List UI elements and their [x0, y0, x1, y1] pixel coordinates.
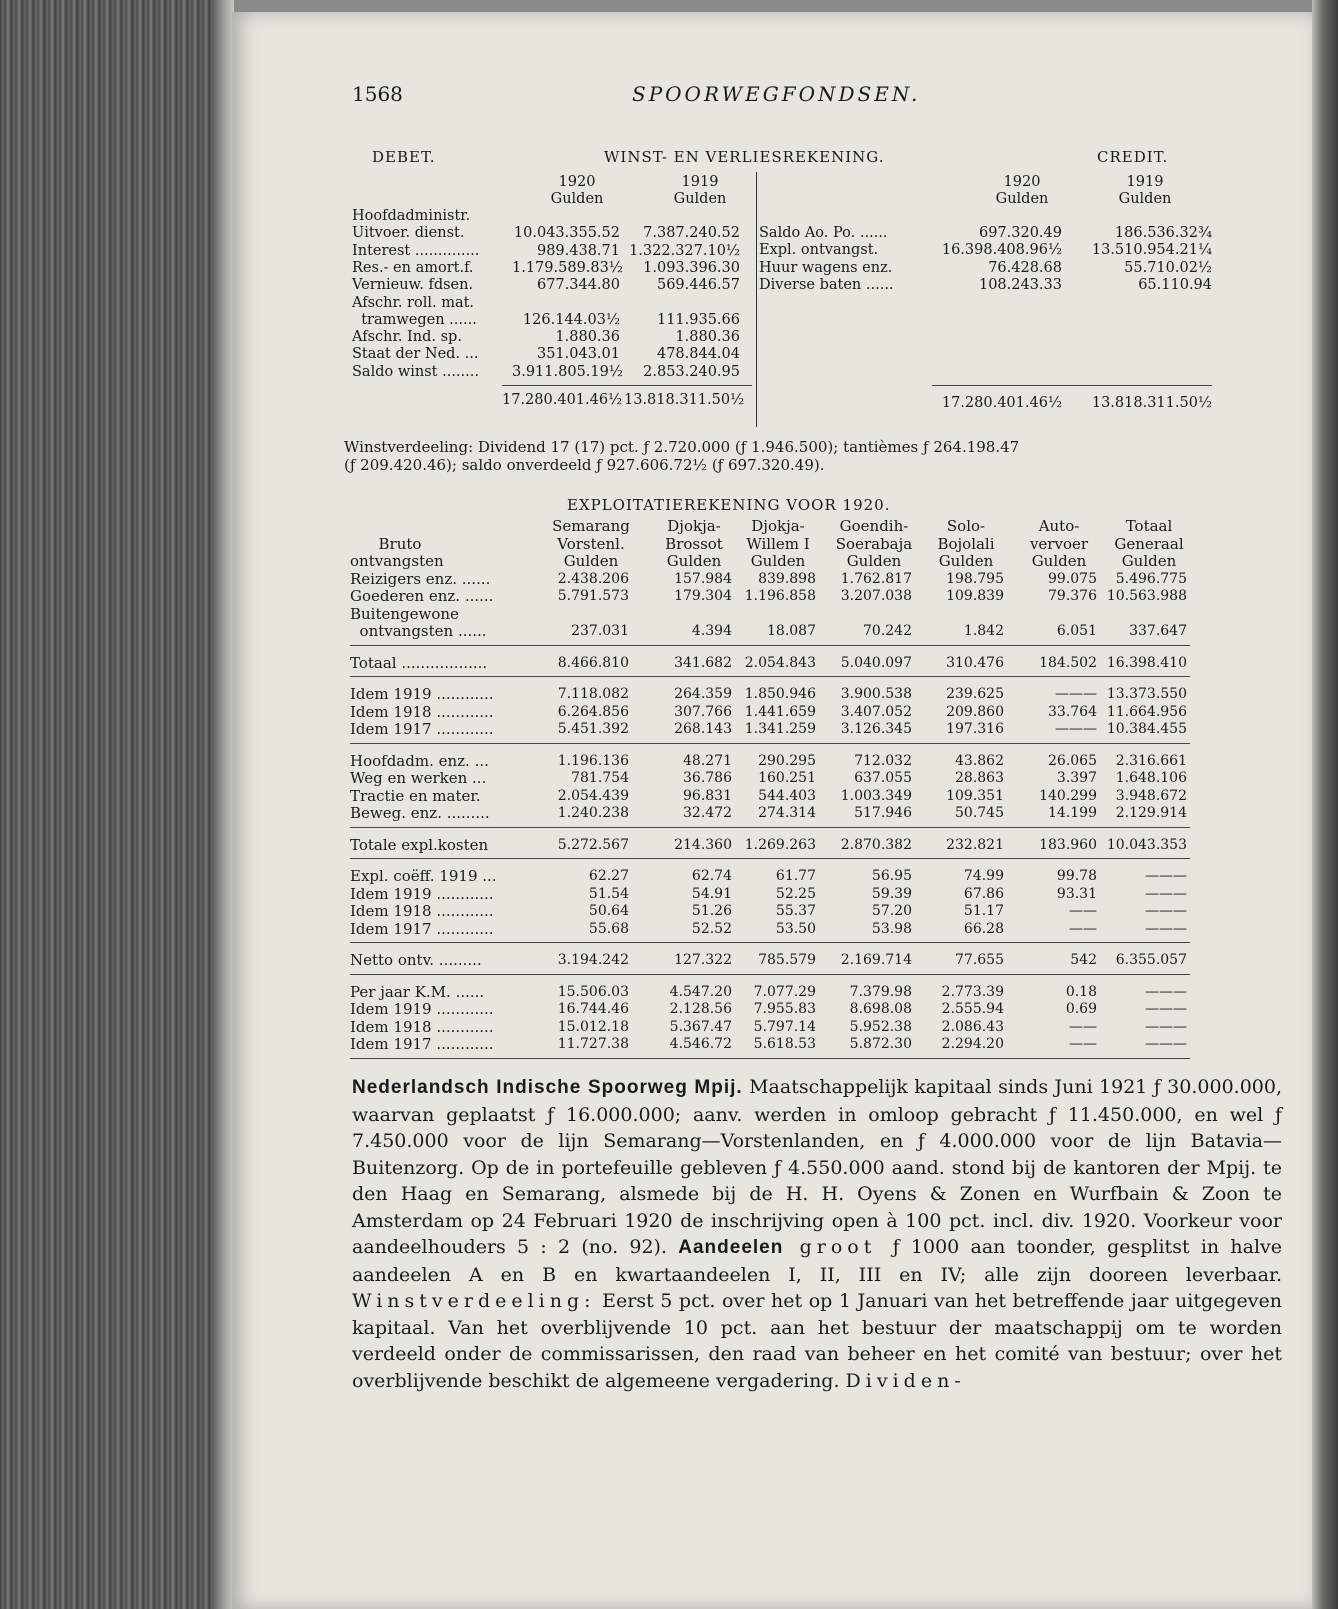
debet-value-1920: 126.144.03½: [522, 311, 620, 328]
debet-row-label: Uitvoer. dienst.: [352, 225, 465, 242]
credit-value-1920: 697.320.49: [978, 225, 1062, 241]
table-cell: ———: [1145, 903, 1187, 919]
row-label: Idem 1917 ............: [350, 720, 494, 738]
column-header: Brossot: [665, 534, 723, 553]
debet-row-label: Interest ..............: [352, 242, 480, 259]
winstverdeeling-line-2: (ƒ 209.420.46); saldo onverdeeld ƒ 927.606.72½ (ƒ 697.320.49).: [344, 456, 825, 474]
table-cell: ———: [1145, 920, 1187, 937]
body-text-2: ƒ 1000 aan toonder, gesplitst in halve aandeelen A en B en kwartaandeelen I, II, III en IV; alle zijn dooreen leverbaar.: [352, 1236, 1283, 1286]
credit-value-1920: 76.428.68: [988, 259, 1062, 276]
table-cell: 79.376: [1048, 588, 1097, 604]
table-cell: ———: [1145, 868, 1187, 884]
table-cell: 3.948.672: [1115, 787, 1187, 804]
debet-value-1920: 989.438.71: [536, 242, 620, 259]
debet-total-rule: [502, 385, 752, 386]
table-cell: 5.872.30: [849, 1036, 912, 1052]
page-stack-edge: [212, 0, 234, 1609]
debet-row-label: Staat der Ned. ...: [352, 346, 479, 363]
credit-value-1920: 108.243.33: [978, 276, 1062, 293]
column-header: Djokja-: [751, 517, 805, 535]
table-cell: 2.438.206: [557, 570, 629, 587]
table-cell: 15.012.18: [557, 1018, 629, 1035]
table-cell: 10.563.988: [1106, 588, 1187, 604]
table-cell: 237.031: [571, 623, 629, 639]
credit-unit-header: Gulden: [1118, 191, 1172, 207]
column-header: Gulden: [1031, 552, 1087, 570]
table-cell: 2.773.39: [941, 983, 1004, 1000]
row-label: Idem 1917 ............: [350, 919, 494, 938]
table-cell: 2.129.914: [1115, 805, 1187, 821]
debet-total-1919: 13.818.311.50½: [624, 392, 745, 408]
debet-row-label: tramwegen ......: [352, 311, 477, 328]
table-cell: 268.143: [674, 721, 732, 737]
debet-label: DEBET.: [372, 148, 436, 166]
row-separator: [350, 974, 1190, 975]
column-header: Auto-: [1038, 517, 1080, 535]
table-cell: 157.984: [674, 570, 732, 587]
table-cell: 109.839: [946, 588, 1004, 604]
credit-value-1919: 65.110.94: [1138, 276, 1212, 293]
table-cell: 1.240.238: [557, 805, 629, 821]
table-cell: 1.441.659: [744, 703, 816, 720]
debet-row-label: Res.- en amort.f.: [352, 259, 474, 276]
table-cell: 3.407.052: [840, 703, 912, 720]
table-cell: 5.618.53: [753, 1036, 816, 1052]
debet-value-1919: 1.093.396.30: [643, 259, 740, 276]
table-cell: 99.78: [1056, 868, 1097, 884]
credit-unit-header: Gulden: [995, 191, 1049, 207]
column-header: Gulden: [846, 552, 902, 570]
debet-row-label: Hoofdadministr.: [352, 208, 471, 224]
label-header: ontvangsten: [350, 552, 444, 570]
debet-value-1919: 1.880.36: [675, 329, 740, 346]
table-cell: 5.496.775: [1115, 570, 1187, 587]
row-label: Expl. coëff. 1919 ...: [350, 867, 497, 885]
table-cell: 1.842: [963, 623, 1004, 639]
table-cell: 51.54: [588, 885, 629, 902]
debet-value-1919: 478.844.04: [656, 346, 740, 363]
exploitatie-title: EXPLOITATIEREKENING VOOR 1920.: [567, 496, 891, 514]
table-cell: 2.294.20: [941, 1036, 1004, 1052]
table-cell: 7.955.83: [753, 1001, 816, 1017]
table-cell: 51.26: [691, 903, 732, 919]
table-cell: 55.37: [775, 903, 816, 919]
row-label: Tractie en mater.: [350, 786, 481, 805]
debet-value-1919: 111.935.66: [656, 311, 740, 328]
table-cell: 209.860: [946, 703, 1004, 720]
table-cell: 232.821: [946, 836, 1004, 853]
debet-value-1919: 7.387.240.52: [643, 225, 740, 242]
winstverdeeling-heading: Winstverdeeling:: [352, 1290, 596, 1312]
credit-row-label: Saldo Ao. Po. ......: [759, 225, 888, 241]
table-cell: 1.341.259: [744, 721, 816, 737]
table-cell: 544.403: [758, 787, 816, 804]
table-cell: 11.727.38: [557, 1036, 629, 1052]
table-cell: 14.199: [1048, 805, 1097, 821]
column-header: Goendih-: [839, 517, 909, 535]
table-cell: 140.299: [1039, 787, 1097, 804]
debet-value-1919: 2.853.240.95: [643, 363, 740, 380]
body-text-3: Eerst 5 pct. over het op 1 Januari van het betreffende jaar uitgegeven kapitaal. Van het overblijvende 10 pct. aan het bestuur der maatschappij om te worden verdeeld onder de commissarissen, den raad van beheer en het comité van bestuur; over het overblijvende beschikt de algemeene vergadering.: [352, 1290, 1282, 1392]
row-label: Totaal ..................: [350, 653, 488, 672]
credit-total-1919: 13.818.311.50½: [1091, 395, 1212, 411]
table-cell: 67.86: [963, 885, 1004, 902]
table-cell: 28.863: [955, 770, 1004, 786]
table-cell: 26.065: [1048, 752, 1097, 769]
table-cell: 6.051: [1056, 623, 1097, 639]
table-cell: 214.360: [674, 836, 732, 853]
aandeelen-heading: Aandeelen: [678, 1237, 784, 1258]
row-label: Idem 1919 ............: [350, 1000, 494, 1018]
table-cell: 264.359: [674, 686, 732, 702]
table-cell: 337.647: [1129, 623, 1187, 639]
table-cell: 5.040.097: [840, 654, 912, 671]
table-cell: 5.272.567: [557, 836, 629, 853]
debet-row-label: Saldo winst ........: [352, 363, 479, 380]
table-bottom-rule: [350, 1058, 1190, 1059]
table-cell: 6.355.057: [1115, 952, 1187, 968]
table-cell: 7.379.98: [849, 983, 912, 1000]
column-header: Vorstenl.: [557, 534, 625, 553]
table-cell: 5.791.573: [557, 588, 629, 604]
row-label: Idem 1918 ............: [350, 902, 494, 920]
row-label: Totale expl.kosten: [350, 835, 489, 854]
row-label: Idem 1919 ............: [350, 884, 494, 903]
table-cell: 179.304: [674, 588, 732, 604]
table-cell: 13.373.550: [1106, 686, 1187, 702]
debet-value-1920: 10.043.355.52: [513, 225, 620, 242]
row-label: Weg en werken ...: [350, 769, 487, 787]
table-cell: 52.52: [691, 920, 732, 937]
table-cell: 52.25: [775, 885, 816, 902]
table-cell: 781.754: [571, 770, 629, 786]
table-cell: 310.476: [946, 654, 1004, 671]
credit-value-1919: 55.710.02½: [1124, 259, 1212, 276]
table-cell: 55.68: [588, 920, 629, 937]
table-cell: 32.472: [683, 805, 732, 821]
table-cell: 4.546.72: [669, 1036, 732, 1052]
debet-value-1920: 1.179.589.83½: [512, 259, 623, 276]
table-cell: 56.95: [871, 868, 912, 884]
credit-row-label: Huur wagens enz.: [759, 259, 893, 276]
credit-label: CREDIT.: [1097, 148, 1169, 166]
table-cell: 93.31: [1056, 885, 1097, 902]
groot-text: groot: [783, 1236, 893, 1258]
column-header: Generaal: [1114, 534, 1184, 553]
table-cell: 53.50: [775, 920, 816, 937]
row-label: Per jaar K.M. ......: [350, 982, 485, 1001]
credit-value-1919: 13.510.954.21¼: [1091, 242, 1212, 259]
column-header: Gulden: [938, 552, 994, 570]
table-cell: 1.003.349: [840, 787, 912, 804]
column-header: Gulden: [563, 552, 619, 570]
page-number: 1568: [352, 82, 403, 106]
table-cell: 53.98: [871, 920, 912, 937]
table-cell: 99.075: [1048, 570, 1097, 587]
debet-value-1919: 1.322.327.10½: [629, 242, 740, 259]
table-cell: 160.251: [758, 770, 816, 786]
table-cell: 517.946: [854, 805, 912, 821]
table-cell: 54.91: [691, 885, 732, 902]
table-cell: 7.077.29: [753, 983, 816, 1000]
right-page-edge: [1312, 0, 1338, 1609]
debet-total-1920: 17.280.401.46½: [502, 392, 623, 408]
table-cell: 0.18: [1065, 983, 1097, 1000]
column-header: Solo-: [946, 517, 986, 535]
row-label: Idem 1918 ............: [350, 1017, 494, 1036]
table-cell: 2.870.382: [840, 836, 912, 853]
credit-year-header: 1920: [1003, 174, 1041, 190]
table-cell: 4.547.20: [669, 983, 732, 1000]
table-cell: 6.264.856: [557, 703, 629, 720]
table-cell: 2.128.56: [669, 1001, 732, 1017]
credit-total-1920: 17.280.401.46½: [941, 395, 1062, 411]
table-cell: 33.764: [1048, 703, 1097, 720]
table-cell: ———: [1055, 721, 1097, 737]
table-cell: 3.207.038: [840, 588, 912, 604]
credit-value-1919: 186.536.32¾: [1114, 225, 1212, 241]
table-cell: 1.850.946: [744, 686, 816, 702]
table-cell: 48.271: [683, 752, 732, 769]
table-cell: 198.795: [946, 570, 1004, 587]
running-title: SPOORWEGFONDSEN.: [632, 82, 921, 106]
column-header: Djokja-: [667, 517, 721, 535]
table-cell: 50.64: [588, 903, 629, 919]
credit-total-rule: [932, 385, 1212, 386]
column-header: Soerabaja: [835, 534, 913, 553]
table-cell: 36.786: [683, 770, 732, 786]
table-cell: 16.398.410: [1106, 654, 1187, 671]
body-text-1: Maatschappelijk kapitaal sinds Juni 1921 ƒ 30.000.000, waarvan geplaatst ƒ 16.000.000; aanv. werden in omloop gebracht ƒ 11.450.000, en wel ƒ 7.450.000 voor de lijn Semarang—Vorstenlanden, en ƒ 4.000.000 voor de lijn Batavia—Buitenzorg. Op de in portefeuille gebleven ƒ 4.550.000 aand. stond bij de kantoren der Mpij. te den Haag en Semarang, alsmede bij de H. H. Oyens & Zonen en Wurfbain & Zoon te Amsterdam op 24 Februari 1920 de inschrijving open à 100 pct. incl. div. 1920. Voorkeur voor aandeelhouders 5 : 2 (no. 92).: [352, 1076, 1282, 1258]
table-cell: ——: [1069, 1018, 1097, 1035]
table-cell: 77.655: [955, 952, 1004, 968]
label-header: Bruto: [378, 534, 422, 553]
table-cell: ——: [1069, 1036, 1097, 1052]
debet-unit-header: Gulden: [550, 191, 604, 207]
table-cell: 239.625: [946, 686, 1004, 702]
column-header: Willem I: [746, 534, 810, 553]
table-cell: ———: [1145, 983, 1187, 1000]
row-label: Netto ontv. .........: [350, 951, 482, 969]
table-cell: 62.27: [588, 868, 629, 884]
row-separator: [350, 858, 1190, 859]
table-cell: 3.900.538: [840, 686, 912, 702]
table-cell: ———: [1145, 1018, 1187, 1035]
table-cell: 109.351: [946, 787, 1004, 804]
table-cell: 16.744.46: [557, 1001, 629, 1017]
row-label: Idem 1917 ............: [350, 1035, 494, 1053]
table-cell: 2.555.94: [941, 1001, 1004, 1017]
company-heading: Nederlandsch Indische Spoorweg Mpij.: [352, 1077, 743, 1098]
row-label: ontvangsten ......: [350, 622, 487, 640]
table-cell: 2.054.439: [557, 787, 629, 804]
table-cell: 1.196.136: [557, 752, 629, 769]
table-cell: 839.898: [758, 570, 816, 587]
table-cell: 290.295: [758, 752, 816, 769]
table-cell: 127.322: [674, 952, 732, 968]
table-cell: 712.032: [854, 752, 912, 769]
table-cell: 50.745: [955, 805, 1004, 821]
table-cell: 4.394: [691, 623, 732, 639]
table-cell: 307.766: [674, 703, 732, 720]
company-description: [352, 1074, 1282, 1394]
column-header: Semarang: [552, 517, 630, 535]
table-cell: 8.466.810: [557, 654, 629, 671]
winstverdeeling-line-1: Winstverdeeling: Dividend 17 (17) pct. ƒ 2.720.000 (ƒ 1.946.500); tantièmes ƒ 264.198.47: [344, 438, 1020, 456]
debet-value-1920: 3.911.805.19½: [512, 363, 623, 380]
column-header: Totaal: [1125, 517, 1173, 535]
table-cell: ———: [1145, 1001, 1187, 1017]
table-cell: 3.397: [1056, 770, 1097, 786]
column-header: Bojolali: [937, 534, 995, 553]
table-cell: 2.054.843: [744, 654, 816, 671]
book-page: [232, 12, 1312, 1609]
debet-row-label: Afschr. roll. mat.: [352, 294, 475, 311]
credit-row-label: Expl. ontvangst.: [759, 242, 879, 259]
table-cell: 3.126.345: [840, 721, 912, 737]
table-cell: 1.196.858: [744, 588, 816, 604]
table-cell: 5.797.14: [753, 1018, 816, 1035]
table-cell: 57.20: [871, 903, 912, 919]
row-label: Goederen enz. ......: [350, 587, 494, 605]
table-cell: ——: [1069, 920, 1097, 937]
table-cell: 70.242: [863, 623, 912, 639]
table-cell: 74.99: [963, 868, 1004, 884]
table-cell: 66.28: [963, 920, 1004, 937]
table-cell: 341.682: [674, 654, 732, 671]
table-cell: 637.055: [854, 770, 912, 786]
row-label: Hoofdadm. enz. ...: [350, 751, 489, 770]
debet-year-header: 1920: [558, 174, 596, 190]
row-label: Idem 1918 ............: [350, 702, 494, 721]
book-spine: [0, 0, 232, 1609]
credit-value-1920: 16.398.408.96½: [941, 242, 1062, 259]
debet-unit-header: Gulden: [673, 191, 727, 207]
table-cell: 96.831: [683, 787, 732, 804]
table-cell: 10.384.455: [1106, 721, 1187, 737]
table-cell: 1.648.106: [1115, 770, 1187, 786]
row-label: Idem 1919 ............: [350, 685, 494, 703]
table-cell: 2.086.43: [941, 1018, 1004, 1035]
debet-row-label: Afschr. Ind. sp.: [352, 329, 462, 346]
row-separator: [350, 942, 1190, 943]
table-cell: 5.952.38: [849, 1018, 912, 1035]
table-cell: 10.043.353: [1106, 836, 1187, 853]
row-label: Buitengewone: [350, 604, 459, 623]
debet-value-1920: 351.043.01: [536, 346, 620, 363]
column-header: Gulden: [666, 552, 722, 570]
table-cell: 1.762.817: [840, 570, 912, 587]
table-cell: 18.087: [767, 623, 816, 639]
table-cell: ———: [1055, 686, 1097, 702]
row-label: Reizigers enz. ......: [350, 569, 491, 588]
table-cell: 0.69: [1065, 1001, 1097, 1017]
table-cell: 59.39: [871, 885, 912, 902]
credit-row-label: Diverse baten ......: [759, 276, 894, 293]
table-cell: 8.698.08: [849, 1001, 912, 1017]
table-cell: 785.579: [758, 952, 816, 968]
table-cell: 1.269.263: [744, 836, 816, 853]
table-cell: 197.316: [946, 721, 1004, 737]
table-cell: 3.194.242: [557, 952, 629, 968]
table-cell: 7.118.082: [557, 686, 629, 702]
column-header: vervoer: [1029, 534, 1089, 553]
credit-year-header: 1919: [1126, 174, 1164, 190]
table-cell: ——: [1069, 903, 1097, 919]
table-cell: 274.314: [758, 805, 816, 821]
table-cell: 184.502: [1039, 654, 1097, 671]
table-cell: ———: [1145, 885, 1187, 902]
table-cell: 183.960: [1039, 836, 1097, 853]
debet-year-header: 1919: [681, 174, 719, 190]
table-cell: 43.862: [955, 752, 1004, 769]
table-cell: 11.664.956: [1106, 703, 1187, 720]
debet-value-1920: 1.880.36: [555, 329, 620, 346]
table-cell: 2.316.661: [1115, 752, 1187, 769]
table-cell: 5.451.392: [557, 721, 629, 737]
row-separator: [350, 827, 1190, 828]
column-divider: [756, 172, 757, 427]
table-cell: 61.77: [775, 868, 816, 884]
winst-title: WINST- EN VERLIESREKENING.: [604, 148, 885, 166]
table-cell: 542: [1070, 952, 1097, 968]
debet-row-label: Vernieuw. fdsen.: [352, 277, 474, 294]
table-cell: ———: [1145, 1036, 1187, 1052]
debet-value-1920: 677.344.80: [536, 277, 620, 294]
dividend-text: Dividen-: [845, 1369, 966, 1392]
row-separator: [350, 645, 1190, 646]
row-separator: [350, 743, 1190, 744]
row-label: Beweg. enz. .........: [350, 804, 490, 822]
table-cell: 2.169.714: [840, 952, 912, 968]
row-separator: [350, 676, 1190, 677]
table-cell: 15.506.03: [557, 983, 629, 1000]
table-cell: 51.17: [963, 903, 1004, 919]
table-cell: 62.74: [691, 868, 732, 884]
column-header: Gulden: [750, 552, 806, 570]
table-cell: 5.367.47: [669, 1018, 732, 1035]
debet-value-1919: 569.446.57: [656, 277, 740, 294]
column-header: Gulden: [1121, 552, 1177, 570]
